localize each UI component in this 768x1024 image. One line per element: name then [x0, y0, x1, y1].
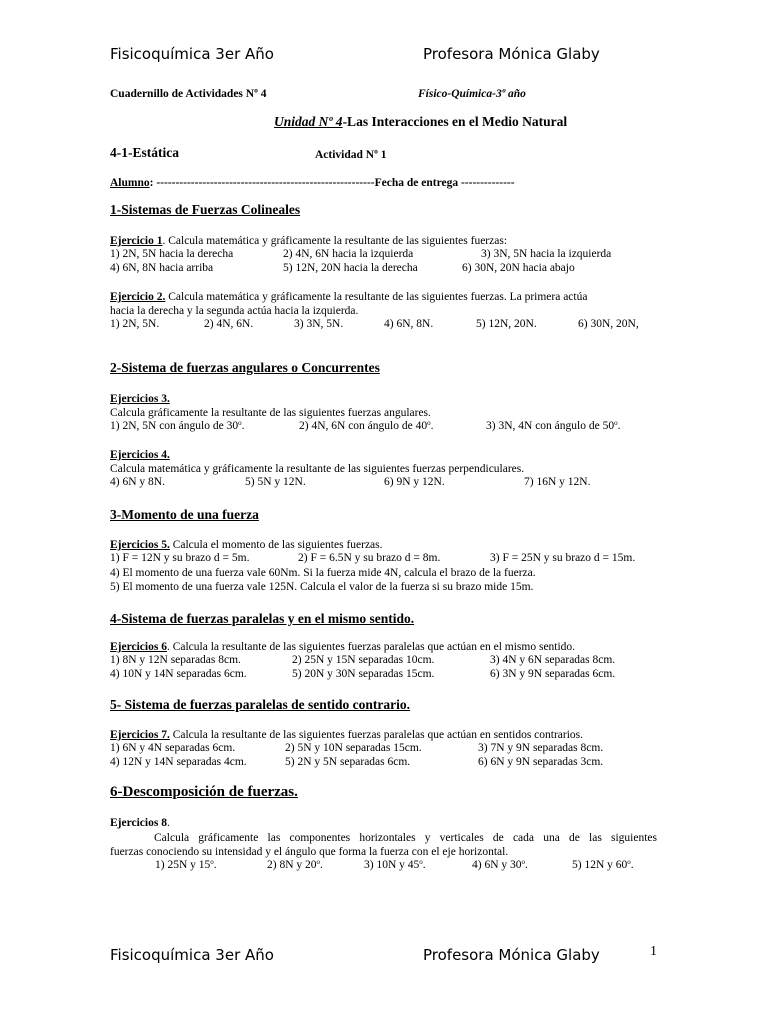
list-item: 1) 25N y 15$^o$.	[155, 858, 217, 871]
list-item: 5) 12N, 20N hacia la derecha	[283, 262, 418, 274]
ejercicio-8-text-1: Calcula gráficamente las componentes horizontales y verticales de cada una de las siguientes	[154, 832, 657, 844]
alumno-line	[110, 176, 515, 190]
list-item: 3) 3N, 5N.	[294, 318, 344, 330]
list-item: 3) 7N y 9N separadas 8cm.	[478, 742, 604, 754]
list-item: 4) 10N y 14N separadas 6cm.	[110, 668, 247, 680]
ejercicio-4-label: Ejercicios 4.	[110, 449, 170, 461]
materia-label: Físico-Química-3º año	[418, 88, 526, 100]
ejercicio-2-text-2: hacia la derecha y la segunda actúa hacia la izquierda.	[110, 305, 359, 317]
header-right: Profesora Mónica Glaby	[423, 45, 600, 63]
cuadernillo-label: Cuadernillo de Actividades Nº 4	[110, 88, 267, 100]
list-item: 5) 2N y 5N separadas 6cm.	[285, 756, 411, 768]
ejercicio-5-label: Ejercicios 5.	[110, 539, 170, 551]
actividad-label: Actividad Nº 1	[315, 149, 387, 161]
list-item: 2) 8N y 20$^o$.	[267, 858, 323, 871]
footer-right: Profesora Mónica Glaby	[423, 946, 600, 964]
ejercicio-5-line-4: 4) El momento de una fuerza vale 60Nm. Si la fuerza mide 4N, calcula el brazo de la fuerza.	[110, 567, 536, 579]
list-item: 5) 12N, 20N.	[476, 318, 537, 330]
ejercicio-2-statement	[110, 290, 587, 304]
ejercicio-1-statement	[110, 234, 507, 248]
ejercicio-7-text: Calcula la resultante de las siguientes fuerzas paralelas que actúan en sentidos contrarios.	[169, 729, 584, 741]
list-item: 3) 3N, 4N con ángulo de 50$^o$.	[486, 419, 621, 432]
list-item: 4) 6N y 8N.	[110, 476, 165, 488]
list-item: 3) 4N y 6N separadas 8cm.	[490, 654, 616, 666]
section-1-title: 1-Sistemas de Fuerzas Colineales	[110, 202, 301, 217]
list-item: 3) F = 25N y su brazo d = 15m.	[490, 552, 636, 564]
alumno-label: Alumno	[110, 177, 150, 189]
list-item: 5) 12N y 60$^o$.	[572, 858, 634, 871]
list-item: 1) 2N, 5N con ángulo de 30$^o$.	[110, 419, 245, 432]
ejercicio-3-label: Ejercicios 3.	[110, 393, 170, 405]
list-item: 1) 2N, 5N.	[110, 318, 160, 330]
list-item: 1) 8N y 12N separadas 8cm.	[110, 654, 241, 666]
ejercicio-3-text: Calcula gráficamente la resultante de las siguientes fuerzas angulares.	[110, 407, 431, 419]
list-item: 4) 12N y 14N separadas 4cm.	[110, 756, 247, 768]
section-41-title: 4-1-Estática	[110, 145, 179, 160]
ejercicio-1-text: . Calcula matemática y gráficamente la resultante de las siguientes fuerzas:	[162, 235, 508, 247]
alumno-rest: : ---------------------------------------------------------Fecha de entrega --------------	[149, 177, 515, 189]
list-item: 5) 5N y 12N.	[245, 476, 306, 488]
list-item: 6) 6N y 9N separadas 3cm.	[478, 756, 604, 768]
list-item: 6) 30N, 20N hacia abajo	[462, 262, 575, 274]
list-item: 1) F = 12N y su brazo d = 5m.	[110, 552, 250, 564]
ejercicio-7-label: Ejercicios 7.	[110, 729, 170, 741]
header-left: Fisicoquímica 3er Año	[110, 45, 274, 63]
list-item: 2) F = 6.5N y su brazo d = 8m.	[298, 552, 441, 564]
ejercicio-6-statement	[110, 640, 575, 654]
ejercicio-4-text: Calcula matemática y gráficamente la resultante de las siguientes fuerzas perpendiculares.	[110, 463, 525, 475]
ejercicio-2-text: Calcula matemática y gráficamente la resultante de las siguientes fuerzas. La primera actúa	[165, 291, 588, 303]
section-3-title: 3-Momento de una fuerza	[110, 507, 259, 522]
ejercicio-5-text: Calcula el momento de las siguientes fuerzas.	[169, 539, 383, 551]
list-item: 6) 9N y 12N.	[384, 476, 445, 488]
list-item: 1) 6N y 4N separadas 6cm.	[110, 742, 236, 754]
ejercicio-6-text: . Calcula la resultante de las siguientes fuerzas paralelas que actúan en el mismo sentido.	[166, 641, 576, 653]
list-item: 2) 4N, 6N con ángulo de 40$^o$.	[299, 419, 434, 432]
ejercicio-6-label: Ejercicios 6	[110, 641, 167, 653]
list-item: 4) 6N, 8N hacia arriba	[110, 262, 214, 274]
list-item: 1) 2N, 5N hacia la derecha	[110, 248, 234, 260]
list-item: 7) 16N y 12N.	[524, 476, 591, 488]
unidad-title	[274, 114, 567, 130]
list-item: 2) 25N y 15N separadas 10cm.	[292, 654, 435, 666]
list-item: 6) 30N, 20N,	[578, 318, 639, 330]
ejercicio-2-label: Ejercicio 2.	[110, 291, 166, 303]
list-item: 6) 3N y 9N separadas 6cm.	[490, 668, 616, 680]
list-item: 3) 3N, 5N hacia la izquierda	[481, 248, 612, 260]
page-number: 1	[650, 944, 657, 959]
unidad-prefix: Unidad Nº 4	[274, 114, 343, 129]
unidad-text: -Las Interacciones en el Medio Natural	[342, 114, 568, 129]
list-item: 4) 6N y 30$^o$.	[472, 858, 528, 871]
ejercicio-8-label: Ejercicios 8.	[110, 817, 170, 829]
section-6-title: 6-Descomposición de fuerzas.	[110, 784, 298, 800]
list-item: 3) 10N y 45$^o$.	[364, 858, 426, 871]
ejercicio-5-statement	[110, 538, 383, 552]
list-item: 2) 5N y 10N separadas 15cm.	[285, 742, 422, 754]
list-item: 4) 6N, 8N.	[384, 318, 434, 330]
ejercicio-8-text-2: fuerzas conociendo su intensidad y el ángulo que forma la fuerza con el eje horizontal.	[110, 846, 509, 858]
list-item: 2) 4N, 6N hacia la izquierda	[283, 248, 414, 260]
section-5-title: 5- Sistema de fuerzas paralelas de sentido contrario.	[110, 697, 410, 712]
list-item: 2) 4N, 6N.	[204, 318, 254, 330]
ejercicio-5-line-5: 5) El momento de una fuerza vale 125N. Calcula el valor de la fuerza si su brazo mide 15m.	[110, 581, 534, 593]
ejercicio-1-label: Ejercicio 1	[110, 235, 163, 247]
section-2-title: 2-Sistema de fuerzas angulares o Concurrentes	[110, 360, 380, 375]
section-4-title: 4-Sistema de fuerzas paralelas y en el mismo sentido.	[110, 611, 415, 626]
list-item: 5) 20N y 30N separadas 15cm.	[292, 668, 435, 680]
footer-left: Fisicoquímica 3er Año	[110, 946, 274, 964]
ejercicio-7-statement	[110, 728, 583, 742]
